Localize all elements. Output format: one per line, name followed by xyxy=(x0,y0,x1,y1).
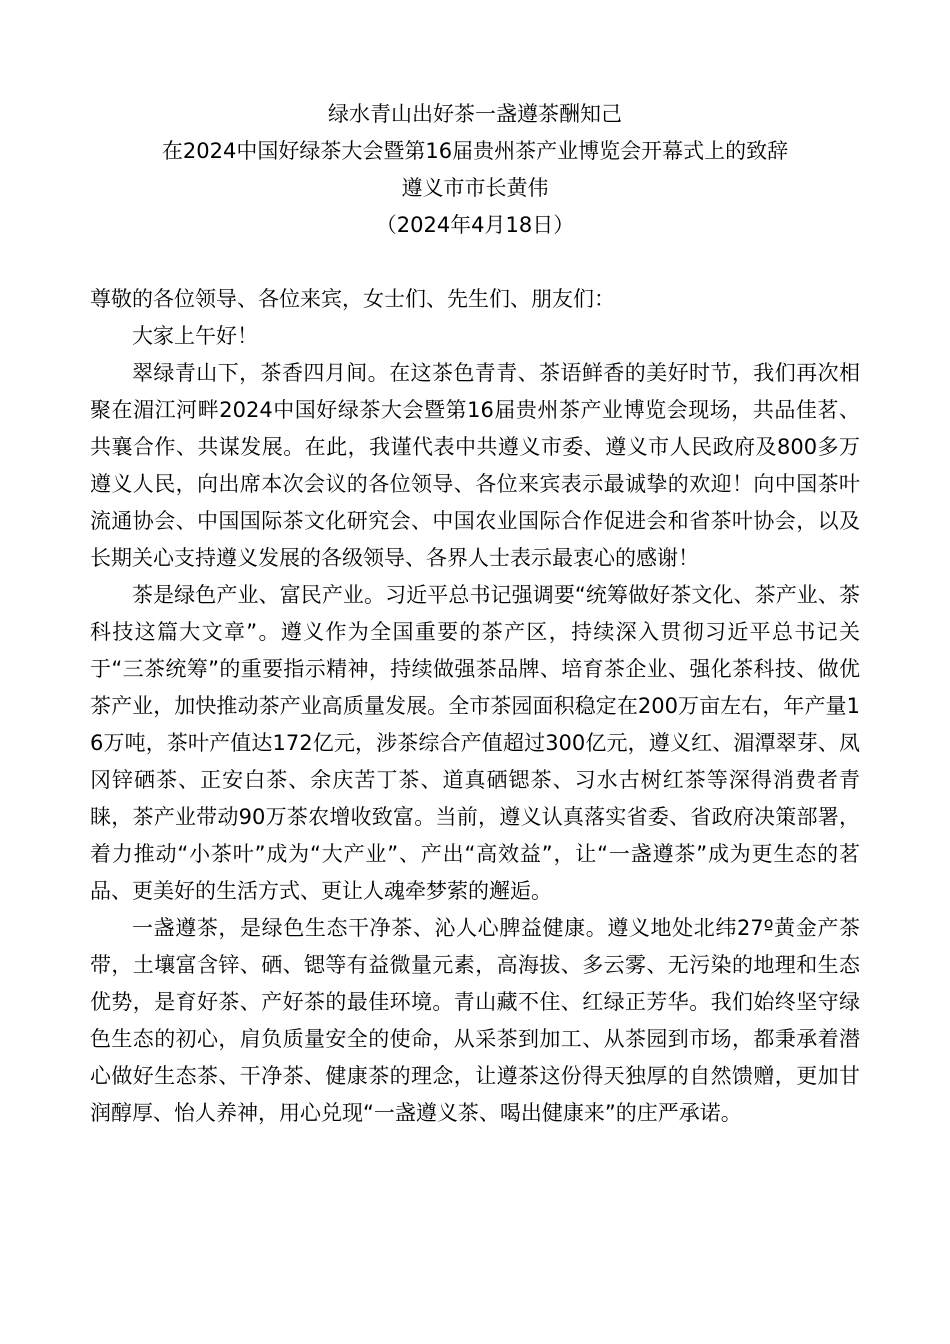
paragraph-1: 翠绿青山下，茶香四月间。在这茶色青青、茶语鲜香的美好时节，我们再次相聚在湄江河畔2024中国好绿茶大会暨第16届贵州茶产业博览会现场，共品佳茗、共襄合作、共谋发展。在此，我谨代表中共遵义市委、遵义市人民政府及800多万遵义人民，向出席本次会议的各位领导、各位来宾表示最诚挚的欢迎！向中国茶叶流通协会、中国国际茶文化研究会、中国农业国际合作促进会和省茶叶协会，以及长期关心支持遵义发展的各级领导、各界人士表示最衷心的感谢！ xyxy=(90,361,860,570)
speech-date: （2024年4月18日） xyxy=(375,213,575,237)
document-header xyxy=(0,96,950,244)
greeting: 大家上午好！ xyxy=(132,324,258,348)
document-subtitle: 在2024中国好绿茶大会暨第16届贵州茶产业博览会开幕式上的致辞 xyxy=(161,139,789,163)
paragraph-2: 茶是绿色产业、富民产业。习近平总书记强调要“统筹做好茶文化、茶产业、茶科技这篇大文章”。遵义作为全国重要的茶产区，持续深入贯彻习近平总书记关于“三茶统筹”的重要指示精神，持续做强茶品牌、培育茶企业、强化茶科技、做优茶产业，加快推动茶产业高质量发展。全市茶园面积稳定在200万亩左右，年产量16万吨，茶叶产值达172亿元，涉茶综合产值超过300亿元，遵义红、湄潭翠芽、凤冈锌硒茶、正安白茶、余庆苦丁茶、道真硒锶茶、习水古树红茶等深得消费者青睐，茶产业带动90万茶农增收致富。当前，遵义认真落实省委、省政府决策部署，着力推动“小茶叶”成为“大产业”、产出“高效益”，让“一盏遵茶”成为更生态的茗品、更美好的生活方式、更让人魂牵梦萦的邂逅。 xyxy=(90,583,860,903)
salutation: 尊敬的各位领导、各位来宾，女士们、先生们、朋友们： xyxy=(90,287,615,311)
document-body xyxy=(90,281,860,1132)
speaker-line: 遵义市市长黄伟 xyxy=(401,176,549,200)
document-title: 绿水青山出好茶一盏遵茶酬知己 xyxy=(328,102,622,126)
paragraph-3: 一盏遵茶，是绿色生态干净茶、沁人心脾益健康。遵义地处北纬27º黄金产茶带，土壤富含锌、硒、锶等有益微量元素，高海拔、多云雾、无污染的地理和生态优势，是育好茶、产好茶的最佳环境。青山藏不住、红绿正芳华。我们始终坚守绿色生态的初心，肩负质量安全的使命，从采茶到加工、从茶园到市场，都秉承着潜心做好生态茶、干净茶、健康茶的理念，让遵茶这份得天独厚的自然馈赠，更加甘润醇厚、怡人养神，用心兑现“一盏遵义茶、喝出健康来”的庄严承诺。 xyxy=(90,916,860,1125)
